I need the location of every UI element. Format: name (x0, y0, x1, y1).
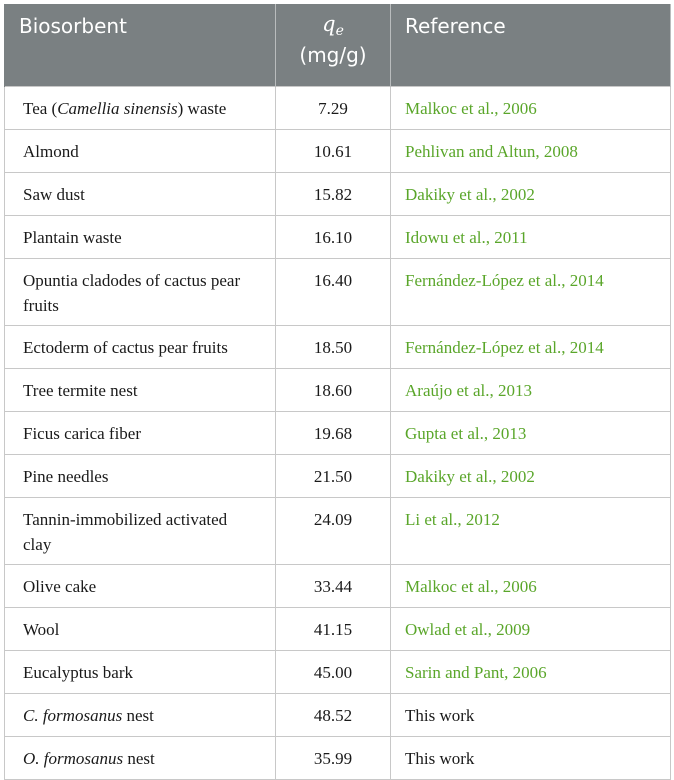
biosorbent-text: Tree termite nest (23, 381, 138, 400)
table-row (5, 369, 671, 412)
reference-link[interactable]: Sarin and Pant, 2006 (391, 651, 671, 694)
biosorbent-cell (5, 455, 276, 498)
biosorbent-text: Opuntia cladodes of cactus pear fruits (23, 271, 241, 315)
biosorbent-suffix: nest (123, 749, 155, 768)
biosorbent-text: Almond (23, 142, 79, 161)
qe-value-cell: 45.00 (276, 651, 391, 694)
header-qe-unit: (mg/g) (299, 43, 367, 67)
reference-cell: This work (391, 694, 671, 737)
reference-link[interactable]: Malkoc et al., 2006 (391, 87, 671, 130)
table-body (5, 87, 671, 780)
qe-value-cell: 10.61 (276, 130, 391, 173)
biosorbent-cell (5, 608, 276, 651)
biosorbent-table (4, 4, 671, 780)
qe-value-cell: 35.99 (276, 737, 391, 780)
reference-link[interactable]: Idowu et al., 2011 (391, 216, 671, 259)
biosorbent-cell (5, 216, 276, 259)
biosorbent-cell (5, 369, 276, 412)
reference-cell: This work (391, 737, 671, 780)
biosorbent-cell (5, 694, 276, 737)
biosorbent-text: Ficus carica fiber (23, 424, 141, 443)
header-qe-subscript: e (335, 23, 344, 39)
qe-value-cell: 15.82 (276, 173, 391, 216)
biosorbent-cell (5, 259, 276, 326)
table-row (5, 412, 671, 455)
biosorbent-text: Pine needles (23, 467, 109, 486)
table-row (5, 651, 671, 694)
qe-value-cell: 7.29 (276, 87, 391, 130)
qe-value-cell: 16.40 (276, 259, 391, 326)
biosorbent-cell (5, 173, 276, 216)
header-qe (276, 4, 391, 87)
qe-value-cell: 24.09 (276, 498, 391, 565)
biosorbent-text: Plantain waste (23, 228, 122, 247)
biosorbent-cell (5, 651, 276, 694)
table-row (5, 87, 671, 130)
qe-value-cell: 19.68 (276, 412, 391, 455)
table-row (5, 130, 671, 173)
qe-value-cell: 18.60 (276, 369, 391, 412)
table-row (5, 694, 671, 737)
table-row (5, 173, 671, 216)
reference-link[interactable]: Pehlivan and Altun, 2008 (391, 130, 671, 173)
biosorbent-text: Eucalyptus bark (23, 663, 133, 682)
biosorbent-cell (5, 498, 276, 565)
reference-link[interactable]: Dakiky et al., 2002 (391, 173, 671, 216)
table-header-row (5, 4, 671, 87)
reference-link[interactable]: Li et al., 2012 (391, 498, 671, 565)
biosorbent-text: Wool (23, 620, 60, 639)
biosorbent-text: Tannin-immobilized activated clay (23, 510, 228, 554)
biosorbent-species: C. formosanus (23, 706, 123, 725)
biosorbent-cell (5, 87, 276, 130)
qe-value-cell: 16.10 (276, 216, 391, 259)
biosorbent-suffix: ) waste (177, 99, 227, 118)
qe-value-cell: 41.15 (276, 608, 391, 651)
table-row (5, 216, 671, 259)
reference-link[interactable]: Fernández-López et al., 2014 (391, 326, 671, 369)
table-row (5, 737, 671, 780)
biosorbent-text: Olive cake (23, 577, 97, 596)
reference-link[interactable]: Gupta et al., 2013 (391, 412, 671, 455)
biosorbent-text: Ectoderm of cactus pear fruits (23, 338, 228, 357)
biosorbent-suffix: nest (122, 706, 154, 725)
table-row (5, 498, 671, 565)
biosorbent-cell (5, 326, 276, 369)
reference-link[interactable]: Owlad et al., 2009 (391, 608, 671, 651)
table-row (5, 455, 671, 498)
biosorbent-cell (5, 130, 276, 173)
biosorbent-species: Camellia sinensis (57, 99, 178, 118)
table-row (5, 608, 671, 651)
biosorbent-text: Saw dust (23, 185, 85, 204)
reference-link[interactable]: Dakiky et al., 2002 (391, 455, 671, 498)
biosorbent-species: O. formosanus (23, 749, 124, 768)
qe-value-cell: 21.50 (276, 455, 391, 498)
header-reference: Reference (391, 4, 671, 87)
biosorbent-table-container (4, 4, 670, 780)
reference-link[interactable]: Araújo et al., 2013 (391, 369, 671, 412)
table-row (5, 565, 671, 608)
qe-value-cell: 48.52 (276, 694, 391, 737)
table-row (5, 326, 671, 369)
reference-link[interactable]: Malkoc et al., 2006 (391, 565, 671, 608)
biosorbent-cell (5, 737, 276, 780)
header-biosorbent: Biosorbent (5, 4, 276, 87)
header-qe-symbol: q (322, 12, 336, 36)
table-row (5, 259, 671, 326)
biosorbent-cell (5, 565, 276, 608)
qe-value-cell: 33.44 (276, 565, 391, 608)
qe-value-cell: 18.50 (276, 326, 391, 369)
biosorbent-cell (5, 412, 276, 455)
reference-link[interactable]: Fernández-López et al., 2014 (391, 259, 671, 326)
biosorbent-text: Tea ( (23, 99, 58, 118)
